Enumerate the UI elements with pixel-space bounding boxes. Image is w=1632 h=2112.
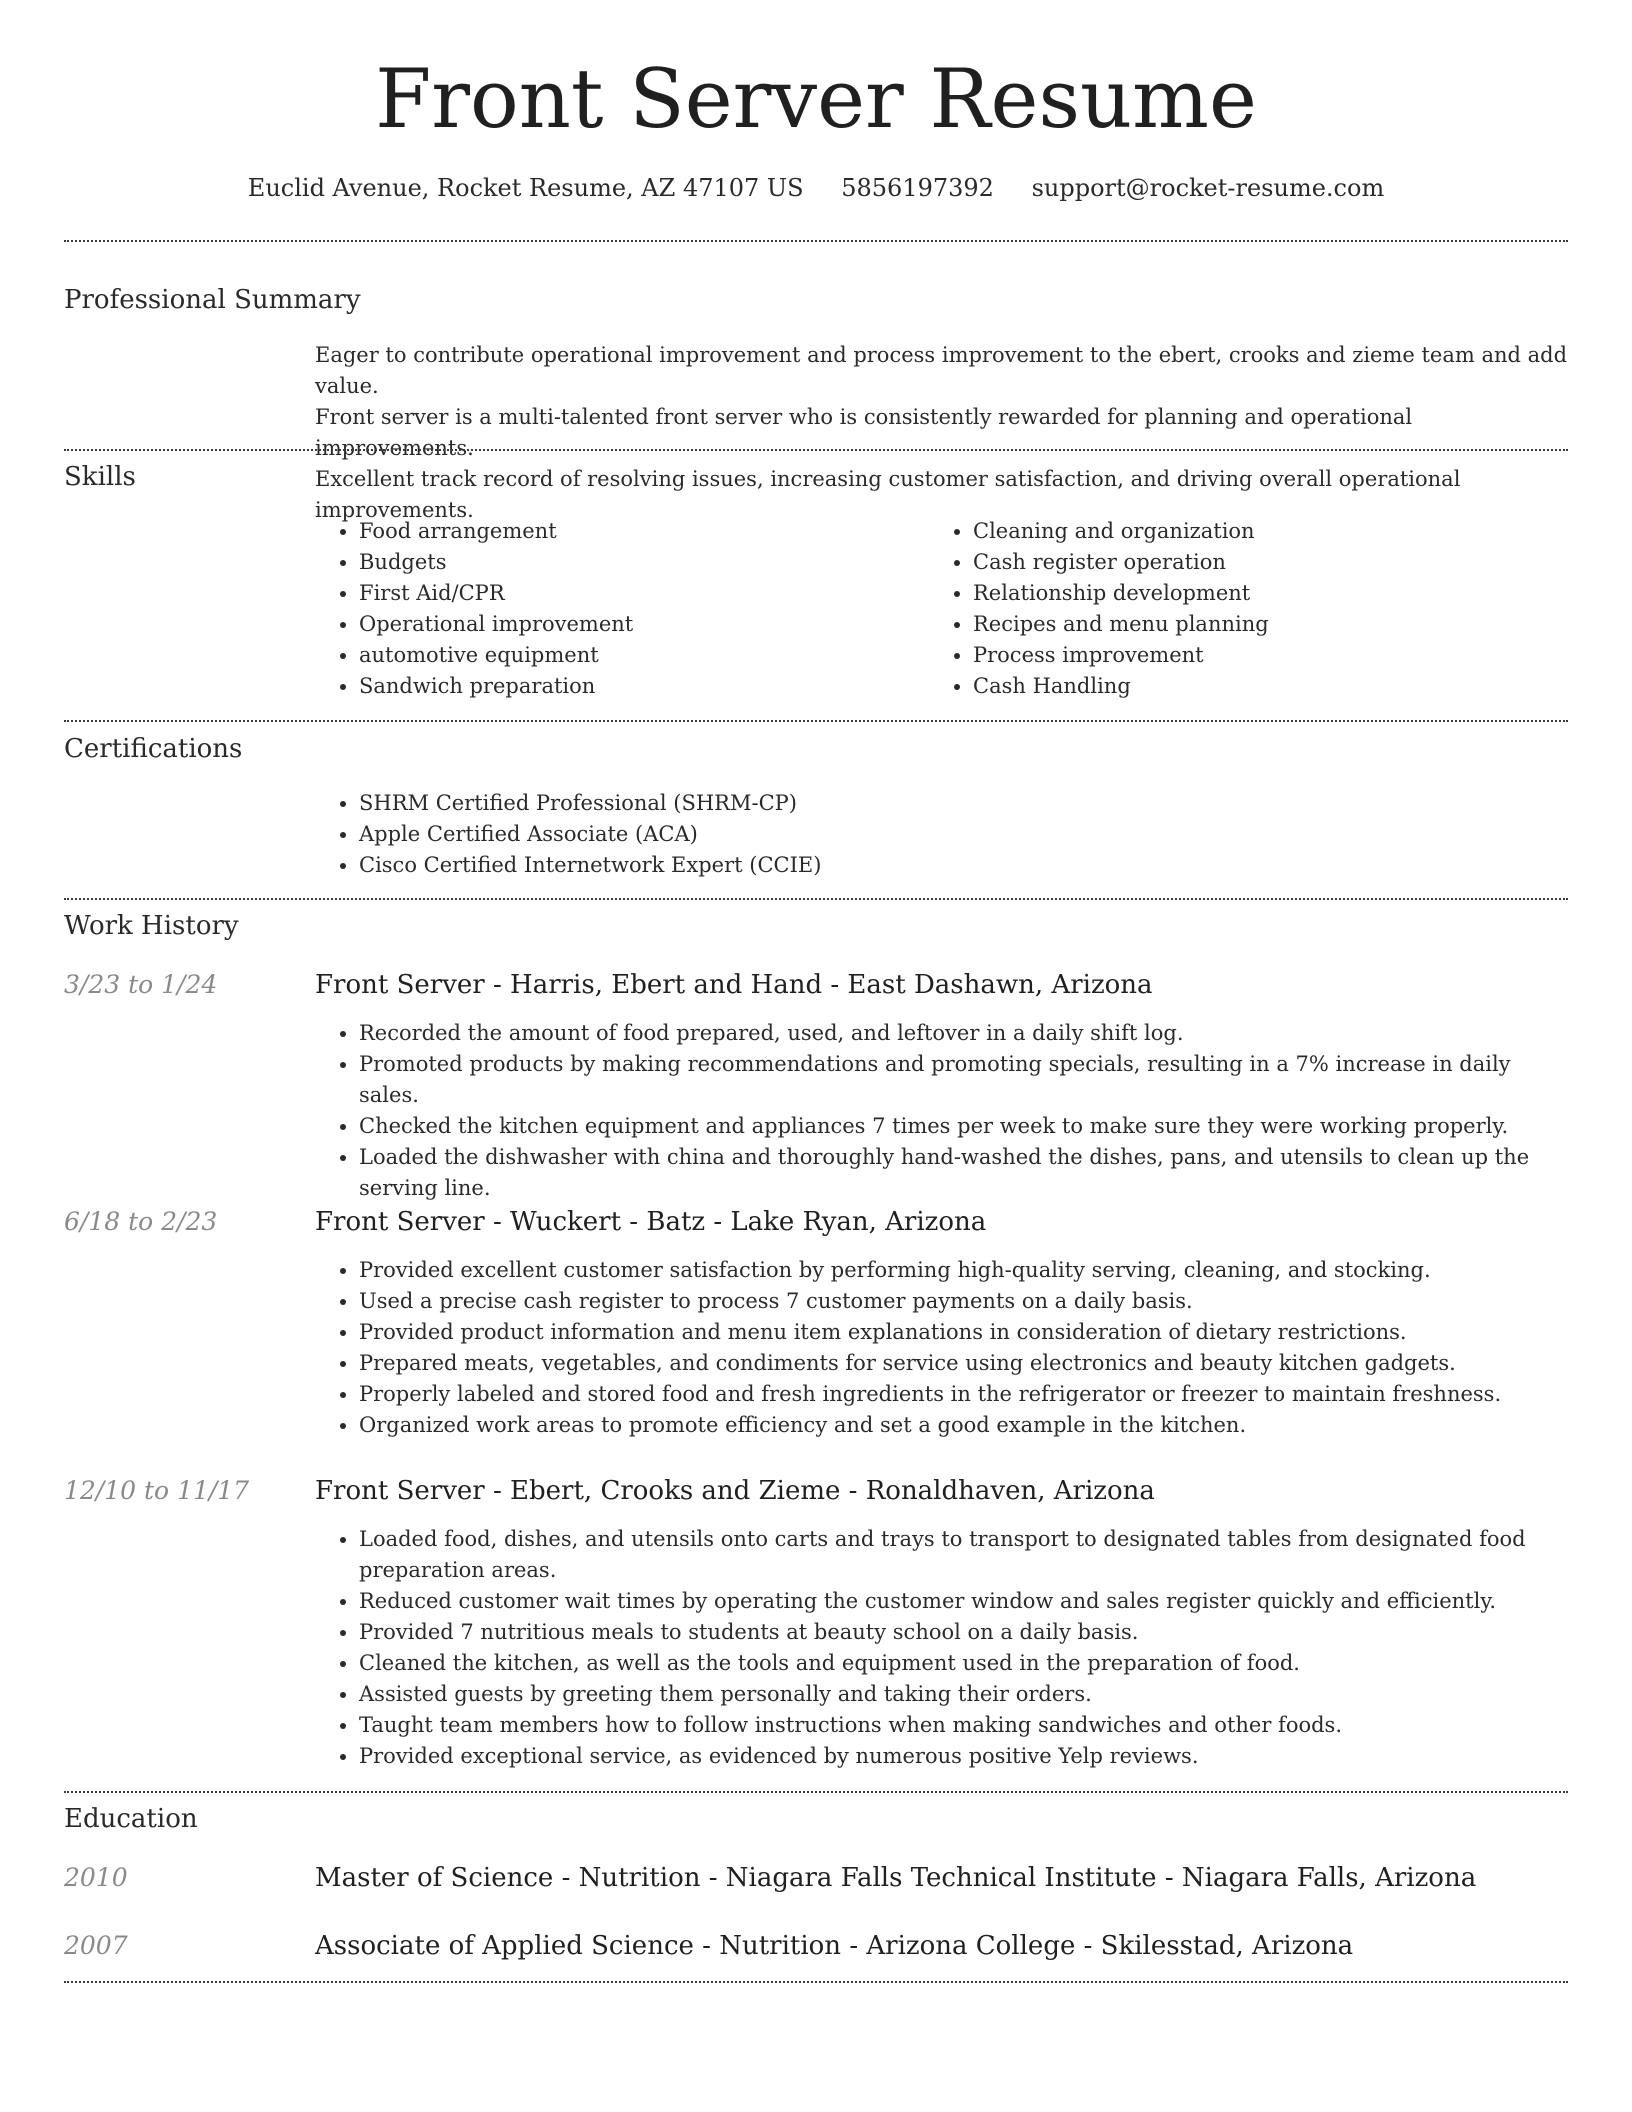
skill-item: • Process improvement (973, 640, 1529, 671)
job-dates: 12/10 to 11/17 (64, 1476, 250, 1505)
section-title-certifications: Certifications (64, 734, 243, 764)
job-bullet: • Properly labeled and stored food and fresh ingredients in the refrigerator or freezer to maintain freshness. (359, 1379, 1577, 1410)
section-title-work-history: Work History (64, 911, 239, 941)
job-bullet: • Assisted guests by greeting them personally and taking their orders. (359, 1679, 1577, 1710)
job-bullet: • Provided 7 nutritious meals to students at beauty school on a daily basis. (359, 1617, 1577, 1648)
education-year: 2007 (64, 1931, 128, 1960)
contact-email: support@rocket-resume.com (1031, 174, 1385, 202)
divider (64, 1981, 1568, 1983)
skill-item: • Sandwich preparation (359, 671, 915, 702)
job-bullet: • Taught team members how to follow instructions when making sandwiches and other foods. (359, 1710, 1577, 1741)
job-bullets (315, 1524, 1577, 1772)
divider (64, 240, 1568, 242)
skills-column-right (929, 516, 1529, 702)
job-bullet: • Organized work areas to promote efficiency and set a good example in the kitchen. (359, 1410, 1577, 1441)
section-title-skills: Skills (64, 462, 136, 492)
section-title-education: Education (64, 1804, 198, 1834)
job-bullet: • Cleaned the kitchen, as well as the tools and equipment used in the preparation of food. (359, 1648, 1577, 1679)
job-dates: 6/18 to 2/23 (64, 1207, 218, 1236)
job-heading: Front Server - Wuckert - Batz - Lake Ryan, Arizona (315, 1207, 987, 1237)
job-bullet: • Reduced customer wait times by operating the customer window and sales register quickly and efficiently. (359, 1586, 1577, 1617)
education-heading: Associate of Applied Science - Nutrition - Arizona College - Skilesstad, Arizona (315, 1931, 1354, 1961)
divider (64, 449, 1568, 451)
summary-line: Eager to contribute operational improvement and process improvement to the ebert, crooks and zieme team and add value. (315, 343, 1568, 398)
summary-line: Excellent track record of resolving issues, increasing customer satisfaction, and driving overall operational improvements. (315, 467, 1461, 522)
job-bullet: • Loaded the dishwasher with china and thoroughly hand-washed the dishes, pans, and utensils to clean up the serving line. (359, 1142, 1577, 1204)
skills-column-left (315, 516, 915, 702)
job-heading: Front Server - Harris, Ebert and Hand - East Dashawn, Arizona (315, 970, 1153, 1000)
resume-title: Front Server Resume (375, 53, 1257, 147)
skill-item: • Food arrangement (359, 516, 915, 547)
job-dates: 3/23 to 1/24 (64, 970, 218, 999)
divider (64, 1791, 1568, 1793)
skill-item: • Relationship development (973, 578, 1529, 609)
skill-item: • automotive equipment (359, 640, 915, 671)
section-title-summary: Professional Summary (64, 285, 361, 315)
contact-phone: 5856197392 (841, 174, 994, 202)
certification-item: • Apple Certified Associate (ACA) (359, 819, 1577, 850)
skill-item: • First Aid/CPR (359, 578, 915, 609)
divider (64, 720, 1568, 722)
certifications-list (315, 788, 1577, 881)
skill-item: • Budgets (359, 547, 915, 578)
education-heading: Master of Science - Nutrition - Niagara Falls Technical Institute - Niagara Falls, Arizona (315, 1863, 1477, 1893)
job-bullet: • Provided product information and menu item explanations in consideration of dietary restrictions. (359, 1317, 1577, 1348)
job-bullets (315, 1018, 1577, 1204)
job-bullet: • Provided exceptional service, as evidenced by numerous positive Yelp reviews. (359, 1741, 1577, 1772)
job-heading: Front Server - Ebert, Crooks and Zieme - Ronaldhaven, Arizona (315, 1476, 1155, 1506)
contact-line (0, 172, 1632, 204)
certification-item: • Cisco Certified Internetwork Expert (CCIE) (359, 850, 1577, 881)
job-bullet: • Prepared meats, vegetables, and condiments for service using electronics and beauty kitchen gadgets. (359, 1348, 1577, 1379)
skill-item: • Cash register operation (973, 547, 1529, 578)
job-bullet: • Loaded food, dishes, and utensils onto carts and trays to transport to designated tables from designated food preparation areas. (359, 1524, 1577, 1586)
contact-address: Euclid Avenue, Rocket Resume, AZ 47107 US (247, 174, 804, 202)
job-bullet: • Checked the kitchen equipment and appliances 7 times per week to make sure they were working properly. (359, 1111, 1577, 1142)
certification-item: • SHRM Certified Professional (SHRM-CP) (359, 788, 1577, 819)
skill-item: • Cash Handling (973, 671, 1529, 702)
skill-item: • Recipes and menu planning (973, 609, 1529, 640)
summary-text (315, 340, 1577, 526)
skill-item: • Operational improvement (359, 609, 915, 640)
skill-item: • Cleaning and organization (973, 516, 1529, 547)
divider (64, 898, 1568, 900)
education-year: 2010 (64, 1863, 128, 1892)
job-bullets (315, 1255, 1577, 1441)
job-bullet: • Promoted products by making recommendations and promoting specials, resulting in a 7% increase in daily sales. (359, 1049, 1577, 1111)
job-bullet: • Recorded the amount of food prepared, used, and leftover in a daily shift log. (359, 1018, 1577, 1049)
job-bullet: • Provided excellent customer satisfaction by performing high-quality serving, cleaning, and stocking. (359, 1255, 1577, 1286)
job-bullet: • Used a precise cash register to process 7 customer payments on a daily basis. (359, 1286, 1577, 1317)
summary-line: Front server is a multi-talented front server who is consistently rewarded for planning and operational improvements. (315, 405, 1413, 460)
